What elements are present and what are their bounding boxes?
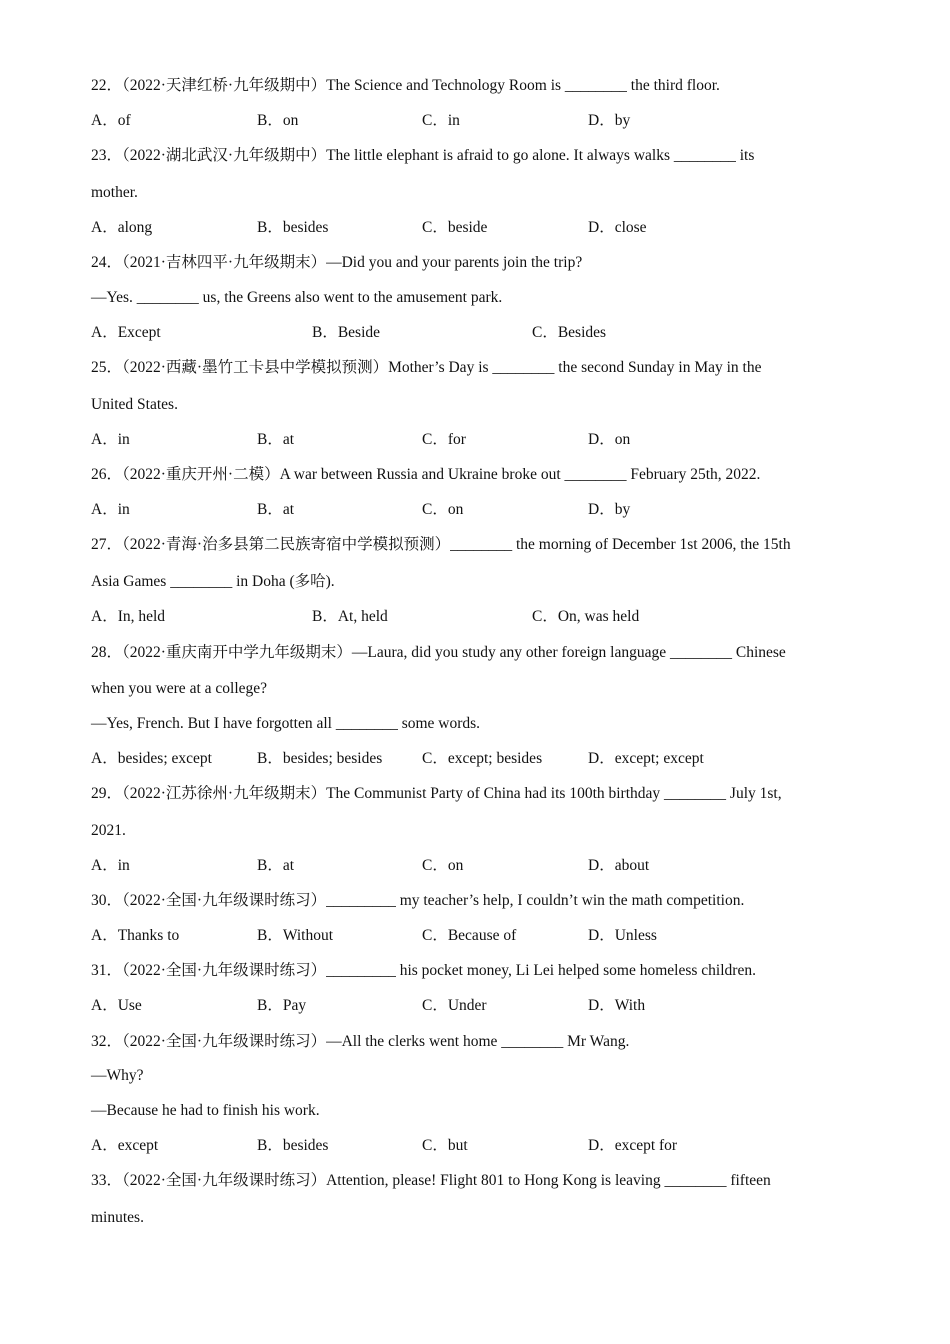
option-b: B．at: [257, 857, 295, 874]
option-b: B．at: [257, 501, 295, 518]
question-22-text: 22．（2022·天津红桥·九年级期中）The Science and Technology Room is ________ the third floor.: [91, 77, 720, 94]
question-26-text: 26．（2022·重庆开州·二模）A war between Russia and Ukraine broke out ________ February 25th, 2022.: [91, 466, 761, 483]
question-25-text-cont: United States.: [91, 396, 178, 413]
option-b: B．at: [257, 431, 295, 448]
option-c: C．beside: [422, 219, 488, 236]
option-c: C．for: [422, 431, 466, 448]
option-c: C．but: [422, 1137, 468, 1154]
option-d: D．about: [588, 857, 650, 874]
option-b: B．Pay: [257, 997, 307, 1014]
option-d: D．close: [588, 219, 647, 236]
option-b: B．Without: [257, 927, 334, 944]
question-28-options: [91, 749, 851, 769]
option-c: C．on: [422, 857, 464, 874]
option-c: C．except; besides: [422, 750, 543, 767]
question-32-dialogue-2: —Because he had to finish his work.: [91, 1102, 320, 1119]
option-b: B．Beside: [312, 324, 381, 341]
question-25-text: 25．（2022·西藏·墨竹工卡县中学模拟预测）Mother’s Day is ________ the second Sunday in May in the: [91, 359, 762, 376]
option-b: B．besides; besides: [257, 750, 383, 767]
question-24-options: [91, 323, 851, 343]
question-29-text-cont: 2021.: [91, 822, 126, 839]
option-c: C．Besides: [532, 324, 607, 341]
option-b: B．on: [257, 112, 299, 129]
option-a: A．in: [91, 857, 130, 874]
question-31-text: 31．（2022·全国·九年级课时练习）_________ his pocket money, Li Lei helped some homeless children.: [91, 962, 756, 979]
option-d: D．With: [588, 997, 646, 1014]
option-a: A．in: [91, 431, 130, 448]
question-23-text: 23．（2022·湖北武汉·九年级期中）The little elephant is afraid to go alone. It always walks ________ its: [91, 147, 755, 164]
question-28-text: 28．（2022·重庆南开中学九年级期末）—Laura, did you study any other foreign language ________ Chinese: [91, 644, 786, 661]
question-26-options: [91, 500, 851, 520]
option-c: C．on: [422, 501, 464, 518]
question-27-text-cont: Asia Games ________ in Doha (多哈).: [91, 573, 335, 590]
option-a: A．in: [91, 501, 130, 518]
option-c: C．in: [422, 112, 460, 129]
question-33-text-cont: minutes.: [91, 1209, 144, 1226]
option-b: B．besides: [257, 219, 329, 236]
question-28-answer-line: —Yes, French. But I have forgotten all ________ some words.: [91, 715, 481, 732]
question-24-text-cont: —Yes. ________ us, the Greens also went to the amusement park.: [91, 289, 503, 306]
question-29-options: [91, 856, 851, 876]
question-28-text-cont: when you were at a college?: [91, 680, 268, 697]
option-d: D．except for: [588, 1137, 678, 1154]
option-a: A．Use: [91, 997, 142, 1014]
option-b: B．At, held: [312, 608, 388, 625]
option-c: C．Under: [422, 997, 487, 1014]
question-23-text-cont: mother.: [91, 184, 138, 201]
question-33-text: 33．（2022·全国·九年级课时练习）Attention, please! Flight 801 to Hong Kong is leaving ________ fifteen: [91, 1172, 771, 1189]
question-27-text: 27．（2022·青海·治多县第二民族寄宿中学模拟预测）________ the morning of December 1st 2006, the 15th: [91, 536, 791, 553]
option-d: D．by: [588, 501, 631, 518]
question-29-text: 29．（2022·江苏徐州·九年级期末）The Communist Party of China had its 100th birthday ________ July 1st,: [91, 785, 782, 802]
question-32-text: 32．（2022·全国·九年级课时练习）—All the clerks went home ________ Mr Wang.: [91, 1033, 630, 1050]
option-d: D．on: [588, 431, 631, 448]
option-a: A．along: [91, 219, 153, 236]
question-31-options: [91, 996, 851, 1016]
option-a: A．Thanks to: [91, 927, 180, 944]
option-c: C．On, was held: [532, 608, 640, 625]
option-a: A．Except: [91, 324, 161, 341]
question-24-text: 24．（2021·吉林四平·九年级期末）—Did you and your parents join the trip?: [91, 254, 583, 271]
option-a: A．except: [91, 1137, 159, 1154]
question-27-options: [91, 607, 851, 627]
question-25-options: [91, 430, 851, 450]
option-a: A．of: [91, 112, 131, 129]
option-d: D．Unless: [588, 927, 657, 944]
option-d: D．except; except: [588, 750, 704, 767]
question-32-options: [91, 1136, 851, 1156]
question-32-dialogue-1: —Why?: [91, 1067, 144, 1084]
question-30-options: [91, 926, 851, 946]
option-b: B．besides: [257, 1137, 329, 1154]
option-a: A．besides; except: [91, 750, 212, 767]
question-22-options: [91, 111, 851, 131]
option-c: C．Because of: [422, 927, 517, 944]
option-d: D．by: [588, 112, 631, 129]
question-23-options: [91, 218, 851, 238]
question-30-text: 30．（2022·全国·九年级课时练习）_________ my teacher’s help, I couldn’t win the math competition.: [91, 892, 745, 909]
option-a: A．In, held: [91, 608, 166, 625]
